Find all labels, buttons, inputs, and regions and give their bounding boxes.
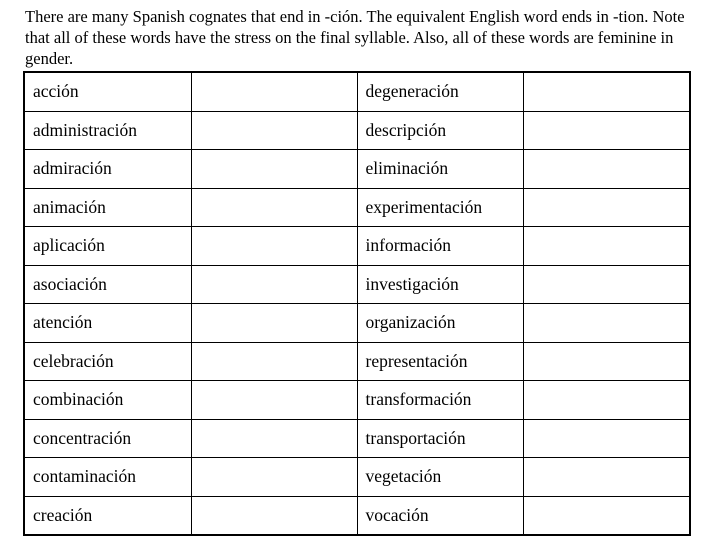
spanish-word-left: combinación (24, 381, 191, 420)
answer-cell-right[interactable] (523, 111, 690, 150)
spanish-word-left: acción (24, 72, 191, 111)
table-row (24, 381, 690, 420)
spanish-word-right: información (357, 227, 523, 266)
spanish-word-left: asociación (24, 265, 191, 304)
table-row (24, 265, 690, 304)
spanish-word-left: celebración (24, 342, 191, 381)
spanish-word-left: aplicación (24, 227, 191, 266)
spanish-word-right: investigación (357, 265, 523, 304)
spanish-word-right: vocación (357, 496, 523, 535)
answer-cell-left[interactable] (191, 72, 357, 111)
answer-cell-left[interactable] (191, 304, 357, 343)
answer-cell-right[interactable] (523, 304, 690, 343)
spanish-word-left: admiración (24, 150, 191, 189)
answer-cell-left[interactable] (191, 496, 357, 535)
answer-cell-right[interactable] (523, 496, 690, 535)
answer-cell-right[interactable] (523, 265, 690, 304)
answer-cell-right[interactable] (523, 342, 690, 381)
spanish-word-right: representación (357, 342, 523, 381)
spanish-word-right: organización (357, 304, 523, 343)
spanish-word-right: experimentación (357, 188, 523, 227)
answer-cell-right[interactable] (523, 458, 690, 497)
answer-cell-left[interactable] (191, 111, 357, 150)
spanish-word-left: contaminación (24, 458, 191, 497)
spanish-word-right: vegetación (357, 458, 523, 497)
spanish-word-left: atención (24, 304, 191, 343)
spanish-word-left: concentración (24, 419, 191, 458)
table-row (24, 419, 690, 458)
table-row (24, 227, 690, 266)
spanish-word-left: creación (24, 496, 191, 535)
answer-cell-right[interactable] (523, 150, 690, 189)
spanish-word-right: transportación (357, 419, 523, 458)
spanish-word-left: animación (24, 188, 191, 227)
cognates-table-body (24, 72, 690, 535)
spanish-word-right: descripción (357, 111, 523, 150)
table-row (24, 458, 690, 497)
answer-cell-left[interactable] (191, 150, 357, 189)
answer-cell-right[interactable] (523, 381, 690, 420)
cognates-table (23, 71, 691, 536)
table-row (24, 111, 690, 150)
spanish-word-right: degeneración (357, 72, 523, 111)
spanish-word-right: eliminación (357, 150, 523, 189)
answer-cell-right[interactable] (523, 227, 690, 266)
table-row (24, 188, 690, 227)
intro-paragraph: There are many Spanish cognates that end in -ción. The equivalent English word ends in -tion. Note that all of these words have the stress on the final syllable. Also, all of these words are feminine in gender. (25, 7, 685, 68)
table-row (24, 496, 690, 535)
answer-cell-left[interactable] (191, 265, 357, 304)
answer-cell-right[interactable] (523, 72, 690, 111)
spanish-word-left: administración (24, 111, 191, 150)
answer-cell-left[interactable] (191, 342, 357, 381)
answer-cell-left[interactable] (191, 227, 357, 266)
answer-cell-left[interactable] (191, 419, 357, 458)
table-row (24, 304, 690, 343)
answer-cell-right[interactable] (523, 188, 690, 227)
answer-cell-left[interactable] (191, 188, 357, 227)
answer-cell-left[interactable] (191, 458, 357, 497)
spanish-word-right: transformación (357, 381, 523, 420)
answer-cell-right[interactable] (523, 419, 690, 458)
table-row (24, 150, 690, 189)
table-row (24, 72, 690, 111)
answer-cell-left[interactable] (191, 381, 357, 420)
table-row (24, 342, 690, 381)
